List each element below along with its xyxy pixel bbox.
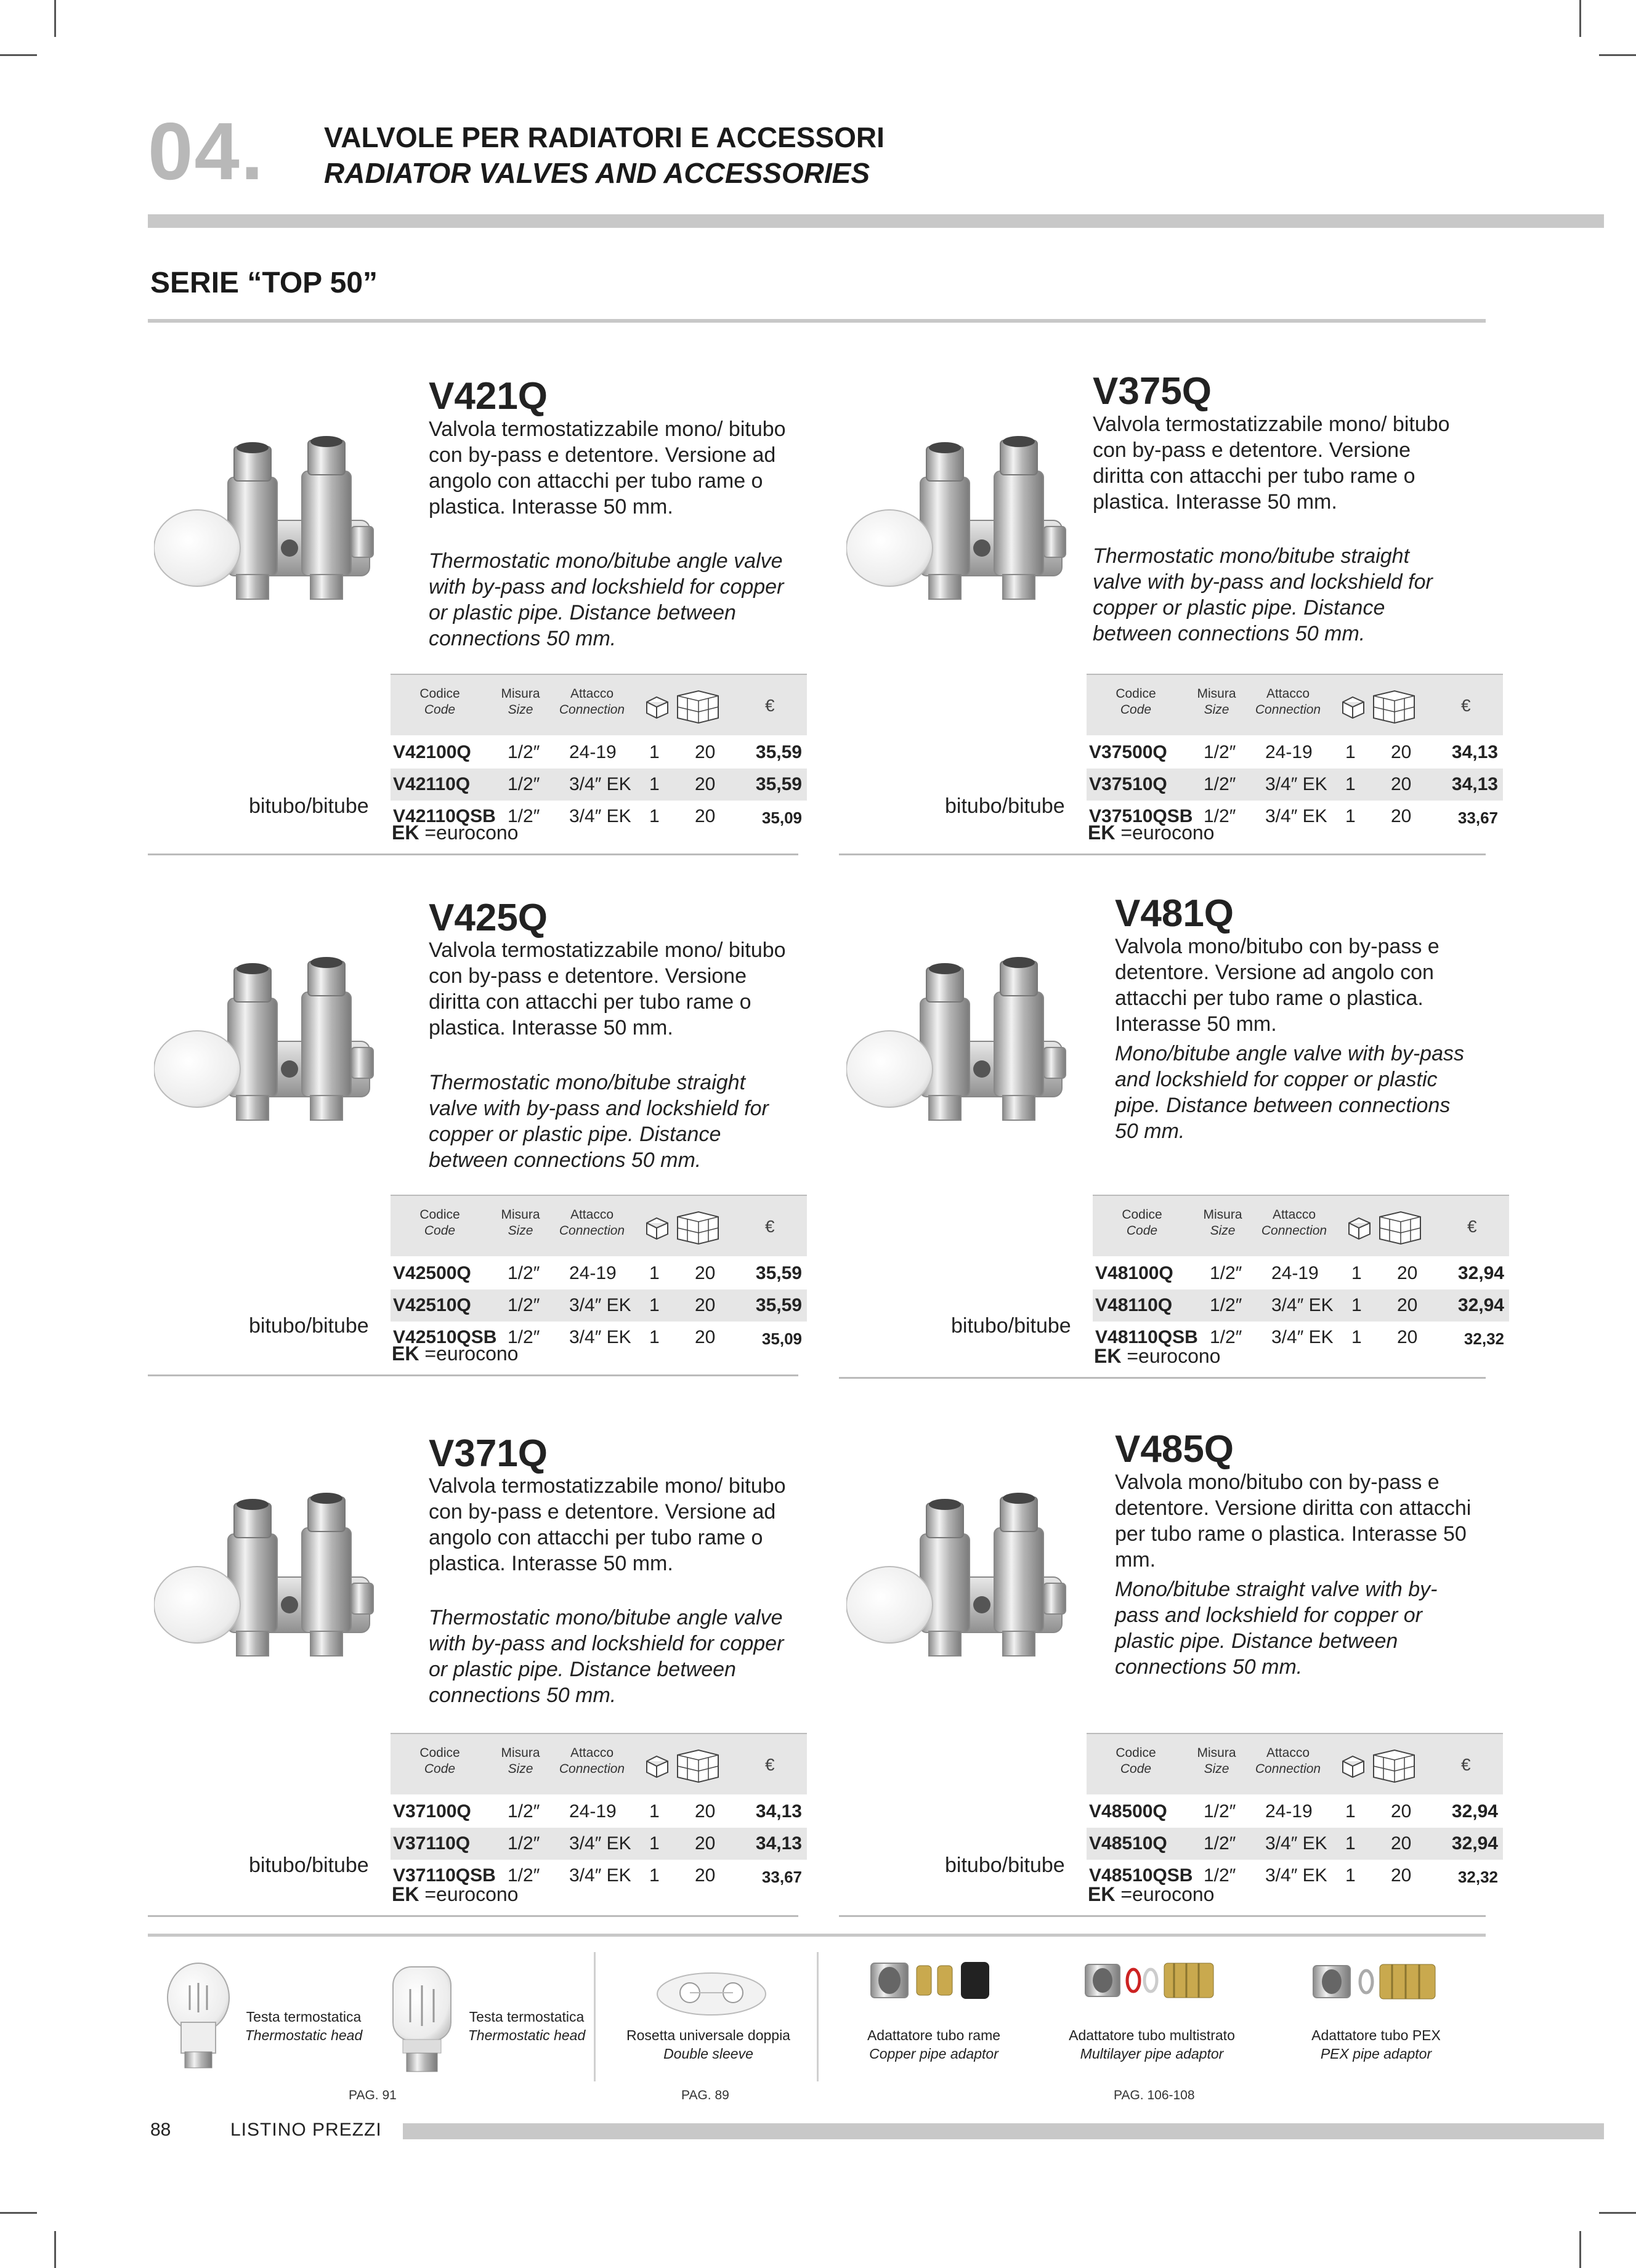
- chapter-title-en: RADIATOR VALVES AND ACCESSORIES: [324, 157, 870, 189]
- package-icon: [1345, 1213, 1374, 1240]
- eurocone-note: EK =eurocono: [392, 1883, 519, 1905]
- cell-qty-box: 20: [695, 742, 716, 762]
- crop-mark: [1579, 0, 1581, 37]
- cell-price: 35,59: [755, 774, 802, 794]
- series-title: SERIE “TOP 50”: [150, 267, 378, 299]
- section-rule: [148, 1374, 798, 1376]
- cell-connection: 24-19: [569, 1801, 617, 1822]
- cell-size: 1/2″: [508, 806, 540, 826]
- crop-mark: [0, 2212, 37, 2214]
- table-row: [391, 1289, 807, 1322]
- cell-price: 32,94: [1457, 1263, 1504, 1283]
- header-size: Misura Size: [1197, 1746, 1236, 1776]
- cell-qty-pack: 1: [1345, 1801, 1356, 1822]
- price-table-header: [391, 1195, 807, 1256]
- cell-qty-pack: 1: [649, 774, 660, 794]
- package-icon: [1339, 1751, 1367, 1778]
- eurocone-note: EK =eurocono: [392, 1342, 519, 1365]
- product-description-en: Thermostatic mono/bitube angle valve with by-pass and lockshield for copper or plastic pipe. Distance between connections 50 mm.: [429, 549, 784, 650]
- cell-qty-pack: 1: [1351, 1263, 1362, 1283]
- carton-icon: [675, 687, 721, 724]
- cell-qty-box: 20: [1391, 742, 1412, 762]
- cell-price: 35,59: [755, 742, 802, 762]
- cell-connection: 3/4″ EK: [569, 1295, 631, 1315]
- cell-connection: 24-19: [1265, 1801, 1313, 1822]
- valve-image: [846, 952, 1068, 1137]
- product-code-title: V371Q: [429, 1432, 548, 1475]
- cell-connection: 3/4″ EK: [1265, 806, 1327, 826]
- cell-qty-pack: 1: [1345, 774, 1356, 794]
- product-description-en: Thermostatic mono/bitube straight valve with by-pass and lockshield for copper or plastic pipe. Distance between connections 50 mm.: [1093, 544, 1433, 645]
- cell-price: 32,32: [1457, 1868, 1498, 1886]
- note-abbreviation: EK: [1088, 821, 1116, 844]
- product-description-it: Valvola termostatizzabile mono/ bitubo con by-pass e detentore. Versione ad angolo con attacchi per tubo rame o plastica. Interasse 50 mm.: [429, 418, 786, 519]
- cell-qty-box: 20: [1391, 806, 1412, 826]
- cell-size: 1/2″: [1204, 774, 1236, 794]
- cell-connection: 3/4″ EK: [569, 1865, 631, 1886]
- header-code: Codice Code: [1116, 1746, 1156, 1776]
- product-code-title: V485Q: [1115, 1428, 1234, 1471]
- note-abbreviation: EK: [1094, 1345, 1122, 1367]
- cell-size: 1/2″: [1204, 806, 1236, 826]
- cell-connection: 24-19: [1271, 1263, 1319, 1283]
- eurocone-note: EK =eurocono: [1088, 821, 1215, 844]
- cell-connection: 3/4″ EK: [1265, 1833, 1327, 1854]
- cell-qty-pack: 1: [649, 806, 660, 826]
- section-rule: [839, 854, 1486, 855]
- pipe-adaptor-icon: [867, 1951, 997, 2006]
- cell-connection: 3/4″ EK: [569, 774, 631, 794]
- header-connection: Attacco Connection: [1261, 1208, 1327, 1238]
- cell-connection: 3/4″ EK: [1265, 774, 1327, 794]
- cell-size: 1/2″: [508, 1801, 540, 1822]
- crop-mark: [54, 0, 56, 37]
- eurocone-note: EK =eurocono: [1094, 1345, 1221, 1367]
- product-description-it: Valvola mono/bitubo con by-pass e detentore. Versione ad angolo con attacchi per tubo rame o plastica. Interasse 50 mm.: [1115, 935, 1440, 1036]
- product-description-it: Valvola termostatizzabile mono/ bitubo con by-pass e detentore. Versione diritta con attacchi per tubo rame o plastica. Interasse 50 mm.: [429, 938, 786, 1039]
- cell-size: 1/2″: [508, 1833, 540, 1854]
- package-icon: [643, 1751, 671, 1778]
- eurocone-note: EK =eurocono: [392, 821, 519, 844]
- note-abbreviation: EK: [1088, 1883, 1116, 1905]
- product-description-en: Thermostatic mono/bitube straight valve with by-pass and lockshield for copper or plastic pipe. Distance between connections 50 mm.: [429, 1071, 769, 1172]
- cell-size: 1/2″: [1204, 1865, 1236, 1886]
- cell-size: 1/2″: [508, 1263, 540, 1283]
- cell-qty-pack: 1: [1345, 1865, 1356, 1886]
- cell-price: 32,32: [1464, 1330, 1504, 1348]
- accessory-label-en: Multilayer pipe adaptor: [1080, 2046, 1224, 2062]
- header-currency: €: [765, 1755, 775, 1774]
- note-abbreviation: EK: [392, 1342, 419, 1365]
- cell-code: V37510QSB: [1089, 806, 1193, 826]
- accessory-label-en: PEX pipe adaptor: [1320, 2046, 1432, 2062]
- cell-code: V48500Q: [1089, 1801, 1167, 1822]
- header-size: Misura Size: [501, 1208, 540, 1238]
- cell-price: 33,67: [1457, 809, 1498, 827]
- series-rule: [148, 319, 1486, 323]
- cell-qty-box: 20: [1391, 774, 1412, 794]
- price-table-header: [1087, 1733, 1503, 1794]
- price-table-header: [391, 674, 807, 735]
- footer-bar: [403, 2123, 1604, 2139]
- cell-code: V42510Q: [393, 1295, 471, 1315]
- header-currency: €: [1461, 1755, 1471, 1774]
- cell-qty-pack: 1: [649, 1327, 660, 1347]
- bitube-label: bitubo/bitube: [951, 1314, 1071, 1338]
- cell-qty-pack: 1: [1345, 806, 1356, 826]
- accessory-label-en: Copper pipe adaptor: [869, 2046, 998, 2062]
- accessory-label-it: Adattatore tubo PEX: [1311, 2027, 1441, 2043]
- cell-code: V48510QSB: [1089, 1865, 1193, 1886]
- cell-qty-box: 20: [695, 1833, 716, 1854]
- table-row: [1087, 1796, 1503, 1828]
- product-code-title: V375Q: [1093, 370, 1212, 413]
- cell-size: 1/2″: [508, 1295, 540, 1315]
- cell-connection: 3/4″ EK: [1271, 1295, 1334, 1315]
- page-reference: PAG. 91: [349, 2088, 397, 2102]
- cell-code: V37100Q: [393, 1801, 471, 1822]
- cell-code: V48110Q: [1095, 1295, 1173, 1315]
- cell-code: V48510Q: [1089, 1833, 1167, 1854]
- table-row: [1087, 769, 1503, 801]
- eurocone-note: EK =eurocono: [1088, 1883, 1215, 1905]
- cell-qty-box: 20: [695, 774, 716, 794]
- cell-connection: 24-19: [569, 1263, 617, 1283]
- cell-size: 1/2″: [508, 1865, 540, 1886]
- cell-qty-pack: 1: [1345, 742, 1356, 762]
- header-connection: Attacco Connection: [559, 1208, 625, 1238]
- valve-image: [846, 431, 1068, 616]
- chapter-title-it: VALVOLE PER RADIATORI E ACCESSORI: [324, 121, 885, 153]
- product-description-en: Mono/bitube straight valve with by-pass and lockshield for copper or plastic pipe. Distance between connections 50 mm.: [1115, 1578, 1438, 1679]
- cell-price: 35,09: [761, 809, 802, 827]
- price-table-header: [1087, 674, 1503, 735]
- cell-qty-box: 20: [695, 1865, 716, 1886]
- header-currency: €: [1467, 1217, 1477, 1236]
- valve-image: [154, 952, 376, 1137]
- cell-connection: 3/4″ EK: [1265, 1865, 1327, 1886]
- valve-image: [154, 1488, 376, 1673]
- cell-qty-box: 20: [1391, 1833, 1412, 1854]
- bitube-label: bitubo/bitube: [249, 1314, 369, 1338]
- cell-price: 34,13: [1451, 774, 1498, 794]
- section-rule: [839, 1915, 1486, 1917]
- accessories-rule: [148, 1934, 1486, 1937]
- cell-connection: 3/4″ EK: [569, 806, 631, 826]
- crop-mark: [0, 54, 37, 56]
- thermostatic-head-icon: [388, 1961, 456, 2075]
- cell-qty-pack: 1: [649, 1263, 660, 1283]
- cell-size: 1/2″: [1210, 1295, 1242, 1315]
- cell-connection: 24-19: [1265, 742, 1313, 762]
- table-row: [1093, 1257, 1509, 1289]
- header-code: Codice Code: [419, 1208, 460, 1238]
- cell-code: V48100Q: [1095, 1263, 1173, 1283]
- accessory-label-it: Testa termostatica: [246, 2009, 362, 2025]
- cell-price: 32,94: [1451, 1833, 1498, 1854]
- header-size: Misura Size: [501, 687, 540, 717]
- cell-size: 1/2″: [1210, 1263, 1242, 1283]
- cell-code: V42110Q: [393, 774, 471, 794]
- accessory-separator: [594, 1952, 596, 2081]
- cell-code: V37510Q: [1089, 774, 1167, 794]
- cell-price: 35,59: [755, 1263, 802, 1283]
- valve-image: [154, 431, 376, 616]
- header-code: Codice Code: [1122, 1208, 1162, 1238]
- section-rule: [148, 1915, 798, 1917]
- valve-image: [846, 1488, 1068, 1673]
- cell-qty-pack: 1: [1345, 1833, 1356, 1854]
- page-number: 88: [150, 2120, 171, 2140]
- cell-qty-box: 20: [1391, 1801, 1412, 1822]
- package-icon: [643, 1213, 671, 1240]
- header-size: Misura Size: [1197, 687, 1236, 717]
- carton-icon: [1371, 687, 1417, 724]
- crop-mark: [1599, 2212, 1636, 2214]
- accessory-label-it: Rosetta universale doppia: [626, 2027, 790, 2043]
- cell-qty-pack: 1: [649, 1833, 660, 1854]
- cell-code: V37500Q: [1089, 742, 1167, 762]
- cell-price: 35,59: [755, 1295, 802, 1315]
- cell-qty-box: 20: [695, 1263, 716, 1283]
- header-code: Codice Code: [419, 687, 460, 717]
- cell-qty-pack: 1: [649, 742, 660, 762]
- header-connection: Attacco Connection: [1255, 687, 1321, 717]
- accessory-label-it: Testa termostatica: [469, 2009, 585, 2025]
- cell-connection: 3/4″ EK: [569, 1327, 631, 1347]
- page-reference: PAG. 89: [681, 2088, 729, 2102]
- cell-qty-box: 20: [695, 806, 716, 826]
- crop-mark: [54, 2231, 56, 2268]
- carton-icon: [675, 1746, 721, 1783]
- cell-code: V42110QSB: [393, 806, 496, 826]
- note-abbreviation: EK: [392, 821, 419, 844]
- header-connection: Attacco Connection: [1255, 1746, 1321, 1776]
- table-row: [1087, 736, 1503, 769]
- thermostatic-head-icon: [165, 1961, 232, 2072]
- cell-qty-box: 20: [1391, 1865, 1412, 1886]
- product-code-title: V481Q: [1115, 892, 1234, 935]
- table-row: [1087, 1828, 1503, 1860]
- cell-price: 34,13: [755, 1801, 802, 1822]
- section-rule: [839, 1377, 1486, 1379]
- accessory-label-en: Thermostatic head: [245, 2027, 363, 2043]
- cell-code: V42100Q: [393, 742, 471, 762]
- header-code: Codice Code: [419, 1746, 460, 1776]
- cell-qty-box: 20: [695, 1327, 716, 1347]
- cell-qty-box: 20: [695, 1801, 716, 1822]
- header-connection: Attacco Connection: [559, 687, 625, 717]
- table-row: [391, 1257, 807, 1289]
- table-row: [391, 1828, 807, 1860]
- cell-price: 32,94: [1451, 1801, 1498, 1822]
- cell-size: 1/2″: [1204, 742, 1236, 762]
- cell-qty-box: 20: [1397, 1263, 1418, 1283]
- cell-size: 1/2″: [508, 774, 540, 794]
- double-sleeve-icon: [653, 1957, 770, 2019]
- cell-size: 1/2″: [1210, 1327, 1242, 1347]
- cell-code: V42500Q: [393, 1263, 471, 1283]
- cell-price: 34,13: [755, 1833, 802, 1854]
- header-connection: Attacco Connection: [559, 1746, 625, 1776]
- bitube-label: bitubo/bitube: [249, 794, 369, 818]
- table-row: [391, 736, 807, 769]
- cell-qty-pack: 1: [649, 1865, 660, 1886]
- product-description-it: Valvola termostatizzabile mono/ bitubo con by-pass e detentore. Versione ad angolo con attacchi per tubo rame o plastica. Interasse 50 mm.: [429, 1474, 786, 1575]
- cell-price: 34,13: [1451, 742, 1498, 762]
- price-table-header: [1093, 1195, 1509, 1256]
- footer-title: LISTINO PREZZI: [230, 2120, 382, 2140]
- accessory-label-en: Double sleeve: [663, 2046, 753, 2062]
- header-currency: €: [765, 696, 775, 715]
- cell-qty-box: 20: [1397, 1295, 1418, 1315]
- package-icon: [1339, 692, 1367, 719]
- header-size: Misura Size: [1203, 1208, 1242, 1238]
- carton-icon: [1377, 1208, 1423, 1245]
- bitube-label: bitubo/bitube: [249, 1854, 369, 1877]
- table-row: [391, 1796, 807, 1828]
- cell-size: 1/2″: [1204, 1801, 1236, 1822]
- product-description-it: Valvola mono/bitubo con by-pass e detentore. Versione diritta con attacchi per tubo rame o plastica. Interasse 50 mm.: [1115, 1471, 1472, 1572]
- page-reference: PAG. 106-108: [1114, 2088, 1195, 2102]
- header-currency: €: [765, 1217, 775, 1236]
- product-description-en: Thermostatic mono/bitube angle valve with by-pass and lockshield for copper or plastic pipe. Distance between connections 50 mm.: [429, 1606, 784, 1707]
- product-description-en: Mono/bitube angle valve with by-pass and lockshield for copper or plastic pipe. Distance between connections 50 mm.: [1115, 1042, 1464, 1143]
- accessory-label-it: Adattatore tubo multistrato: [1069, 2027, 1235, 2043]
- crop-mark: [1579, 2231, 1581, 2268]
- section-rule: [148, 854, 798, 855]
- cell-connection: 3/4″ EK: [569, 1833, 631, 1854]
- table-row: [1093, 1289, 1509, 1322]
- cell-code: V37110QSB: [393, 1865, 496, 1886]
- cell-size: 1/2″: [508, 1327, 540, 1347]
- carton-icon: [1371, 1746, 1417, 1783]
- cell-qty-box: 20: [1397, 1327, 1418, 1347]
- cell-qty-box: 20: [695, 1295, 716, 1315]
- crop-mark: [1599, 54, 1636, 56]
- cell-connection: 3/4″ EK: [1271, 1327, 1334, 1347]
- header-currency: €: [1461, 696, 1471, 715]
- cell-connection: 24-19: [569, 742, 617, 762]
- product-code-title: V421Q: [429, 375, 548, 418]
- cell-price: 32,94: [1457, 1295, 1504, 1315]
- table-row: [391, 769, 807, 801]
- cell-qty-pack: 1: [1351, 1295, 1362, 1315]
- package-icon: [643, 692, 671, 719]
- header-bar: [148, 214, 1604, 228]
- cell-price: 33,67: [761, 1868, 802, 1886]
- cell-qty-pack: 1: [649, 1801, 660, 1822]
- cell-code: V48110QSB: [1095, 1327, 1198, 1347]
- accessory-separator: [817, 1952, 819, 2081]
- chapter-number: 04.: [148, 106, 265, 196]
- cell-size: 1/2″: [508, 742, 540, 762]
- cell-qty-pack: 1: [1351, 1327, 1362, 1347]
- note-abbreviation: EK: [392, 1883, 419, 1905]
- cell-qty-pack: 1: [649, 1295, 660, 1315]
- accessory-label-it: Adattatore tubo rame: [867, 2027, 1001, 2043]
- cell-code: V37110Q: [393, 1833, 471, 1854]
- cell-price: 35,09: [761, 1330, 802, 1348]
- accessory-label-en: Thermostatic head: [468, 2027, 586, 2043]
- pipe-adaptor-icon: [1310, 1952, 1445, 2008]
- carton-icon: [675, 1208, 721, 1245]
- bitube-label: bitubo/bitube: [945, 794, 1065, 818]
- product-code-title: V425Q: [429, 897, 548, 939]
- pipe-adaptor-icon: [1082, 1951, 1217, 2006]
- header-code: Codice Code: [1116, 687, 1156, 717]
- header-size: Misura Size: [501, 1746, 540, 1776]
- product-description-it: Valvola termostatizzabile mono/ bitubo con by-pass e detentore. Versione diritta con attacchi per tubo rame o plastica. Interasse 50 mm.: [1093, 413, 1450, 514]
- price-table-header: [391, 1733, 807, 1794]
- bitube-label: bitubo/bitube: [945, 1854, 1065, 1877]
- cell-size: 1/2″: [1204, 1833, 1236, 1854]
- cell-code: V42510QSB: [393, 1327, 497, 1347]
